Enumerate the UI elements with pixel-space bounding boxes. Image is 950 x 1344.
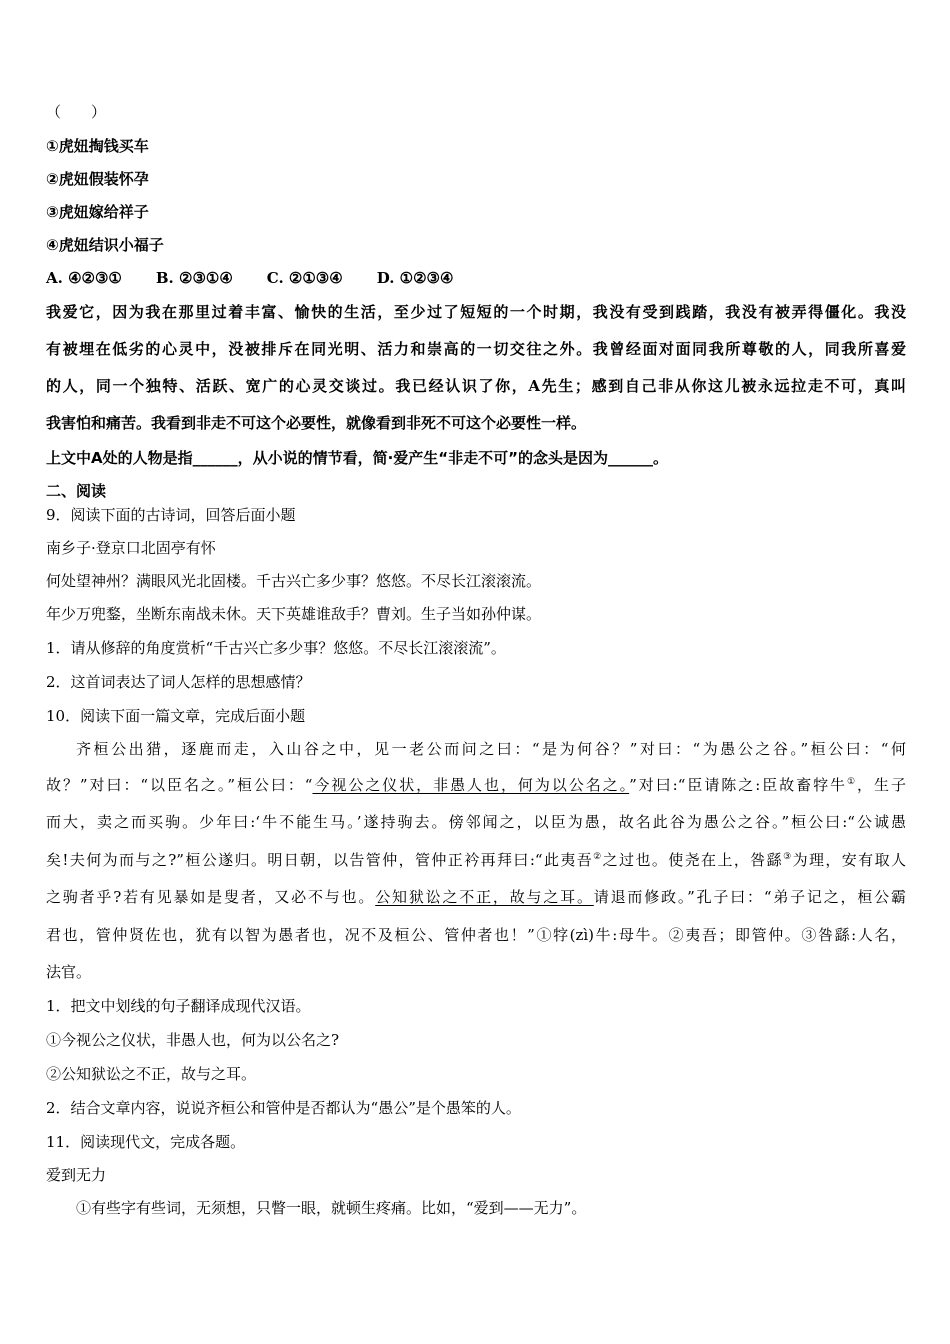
event-item-1: ①虎妞掏钱买车 [46,137,149,155]
event-item-4: ④虎妞结识小福子 [46,236,164,254]
question-11-intro: 11．阅读现代文，完成各题。 [46,1133,246,1151]
underlined-sentence-1: 今视公之仪状，非愚人也，何为以公名之。 [312,776,630,794]
passage-line: 我爱它，因为我在那里过着丰富、愉快的生活，至少过了短短的一个时期，我没有受到践踏，我没有被弄得僵化。我没 [46,303,906,321]
question-10-2: 2．结合文章内容，说说齐桓公和管仲是否都认为“愚公”是个愚笨的人。 [46,1099,521,1117]
question-10-1-a: ①今视公之仪状，非愚人也，何为以公名之? [46,1031,340,1049]
classical-text-line: 故？”对曰：“以臣名之。”桓公曰：“今视公之仪状，非愚人也，何为以公名之。”对曰:“臣请陈之:臣故畜牸牛①，生子 [46,776,906,794]
classical-text-line: 之驹者乎?若有见暴如是叟者，又必不与也。公知狱讼之不正，故与之耳。请退而修政。”孔子曰：“弟子记之，桓公霸 [46,888,906,906]
option-b: B. ②③①④ [155,269,233,287]
underlined-sentence-2: 公知狱讼之不正，故与之耳。 [375,888,594,906]
footnote-mark-3: ③ [783,852,793,862]
classical-text-line: 君也，管仲贤佐也，犹有以智为愚者也，况不及桓公、管仲者也！”①牸(zì)牛:母牛。②夷吾；即管仲。③咎繇:人名， [46,926,906,944]
classical-text-line: 矣!夫何为而与之?”桓公遂归。明日朝，以告管仲，管仲正衿再拜曰:“此夷吾②之过也。使尧在上，咎繇③为理，安有取人 [46,851,906,869]
passage-line: 的人，同一个独特、活跃、宽广的心灵交谈过。我已经认识了你，A先生；感到自己非从你这儿被永远拉走不可，真叫 [46,377,906,395]
question-10-1: 1．把文中划线的句子翻译成现代汉语。 [46,997,311,1015]
article-title: 爱到无力 [46,1166,107,1184]
article-paragraph: ①有些字有些词，无须想，只瞥一眼，就顿生疼痛。比如，“爱到——无力”。 [76,1199,587,1217]
event-item-2: ②虎妞假装怀孕 [46,170,149,188]
option-a: A. ④②③① [46,269,122,287]
event-item-3: ③虎妞嫁给祥子 [46,203,149,221]
passage-line: 有被埋在低劣的心灵中，没被排斥在同光明、活力和崇高的一切交往之外。我曾经面对面同我所尊敬的人，同我所喜爱 [46,340,906,358]
question-9-intro: 9．阅读下面的古诗词，回答后面小题 [46,506,296,524]
classical-text-line: 齐桓公出猎，逐鹿而走，入山谷之中，见一老公而问之曰：“是为何谷？”对曰：“为愚公之谷。”桓公曰：“何 [76,740,906,758]
option-d: D. ①②③④ [376,269,454,287]
poem-line: 年少万兜鍪，坐断东南战未休。天下英雄谁敌手？曹刘。生子当如孙仲谋。 [46,605,542,623]
fill-blank-question: 上文中A处的人物是指______，从小说的情节看，简·爱产生“非走不可”的念头是因为______。 [46,449,669,467]
question-10-1-b: ②公知狱讼之不正，故与之耳。 [46,1065,257,1083]
footnote-mark-1: ① [847,777,858,787]
classical-text-line: 法官。 [46,963,92,981]
footnote-mark-2: ② [593,852,603,862]
classical-text-line: 而大，卖之而买驹。少年曰:‘牛不能生马。’遂持驹去。傍邻闻之，以臣为愚，故名此谷为愚公之谷。”桓公曰:“公诚愚 [46,813,906,831]
poem-line: 何处望神州？满眼风光北固楼。千古兴亡多少事？悠悠。不尽长江滚滚流。 [46,572,542,590]
passage-line: 我害怕和痛苦。我看到非走不可这个必要性，就像看到非死不可这个必要性一样。 [46,414,587,432]
poem-title: 南乡子·登京口北固亭有怀 [46,539,216,557]
choice-options [46,268,906,288]
option-c: C. ②①③④ [266,269,343,287]
question-9-1: 1．请从修辞的角度赏析“千古兴亡多少事？悠悠。不尽长江滚滚流”。 [46,639,506,657]
answer-parentheses: （ ） [46,103,107,121]
question-9-2: 2．这首词表达了词人怎样的思想感情？ [46,673,311,691]
section-title: 二、阅读 [46,482,107,500]
question-10-intro: 10．阅读下面一篇文章，完成后面小题 [46,707,306,725]
